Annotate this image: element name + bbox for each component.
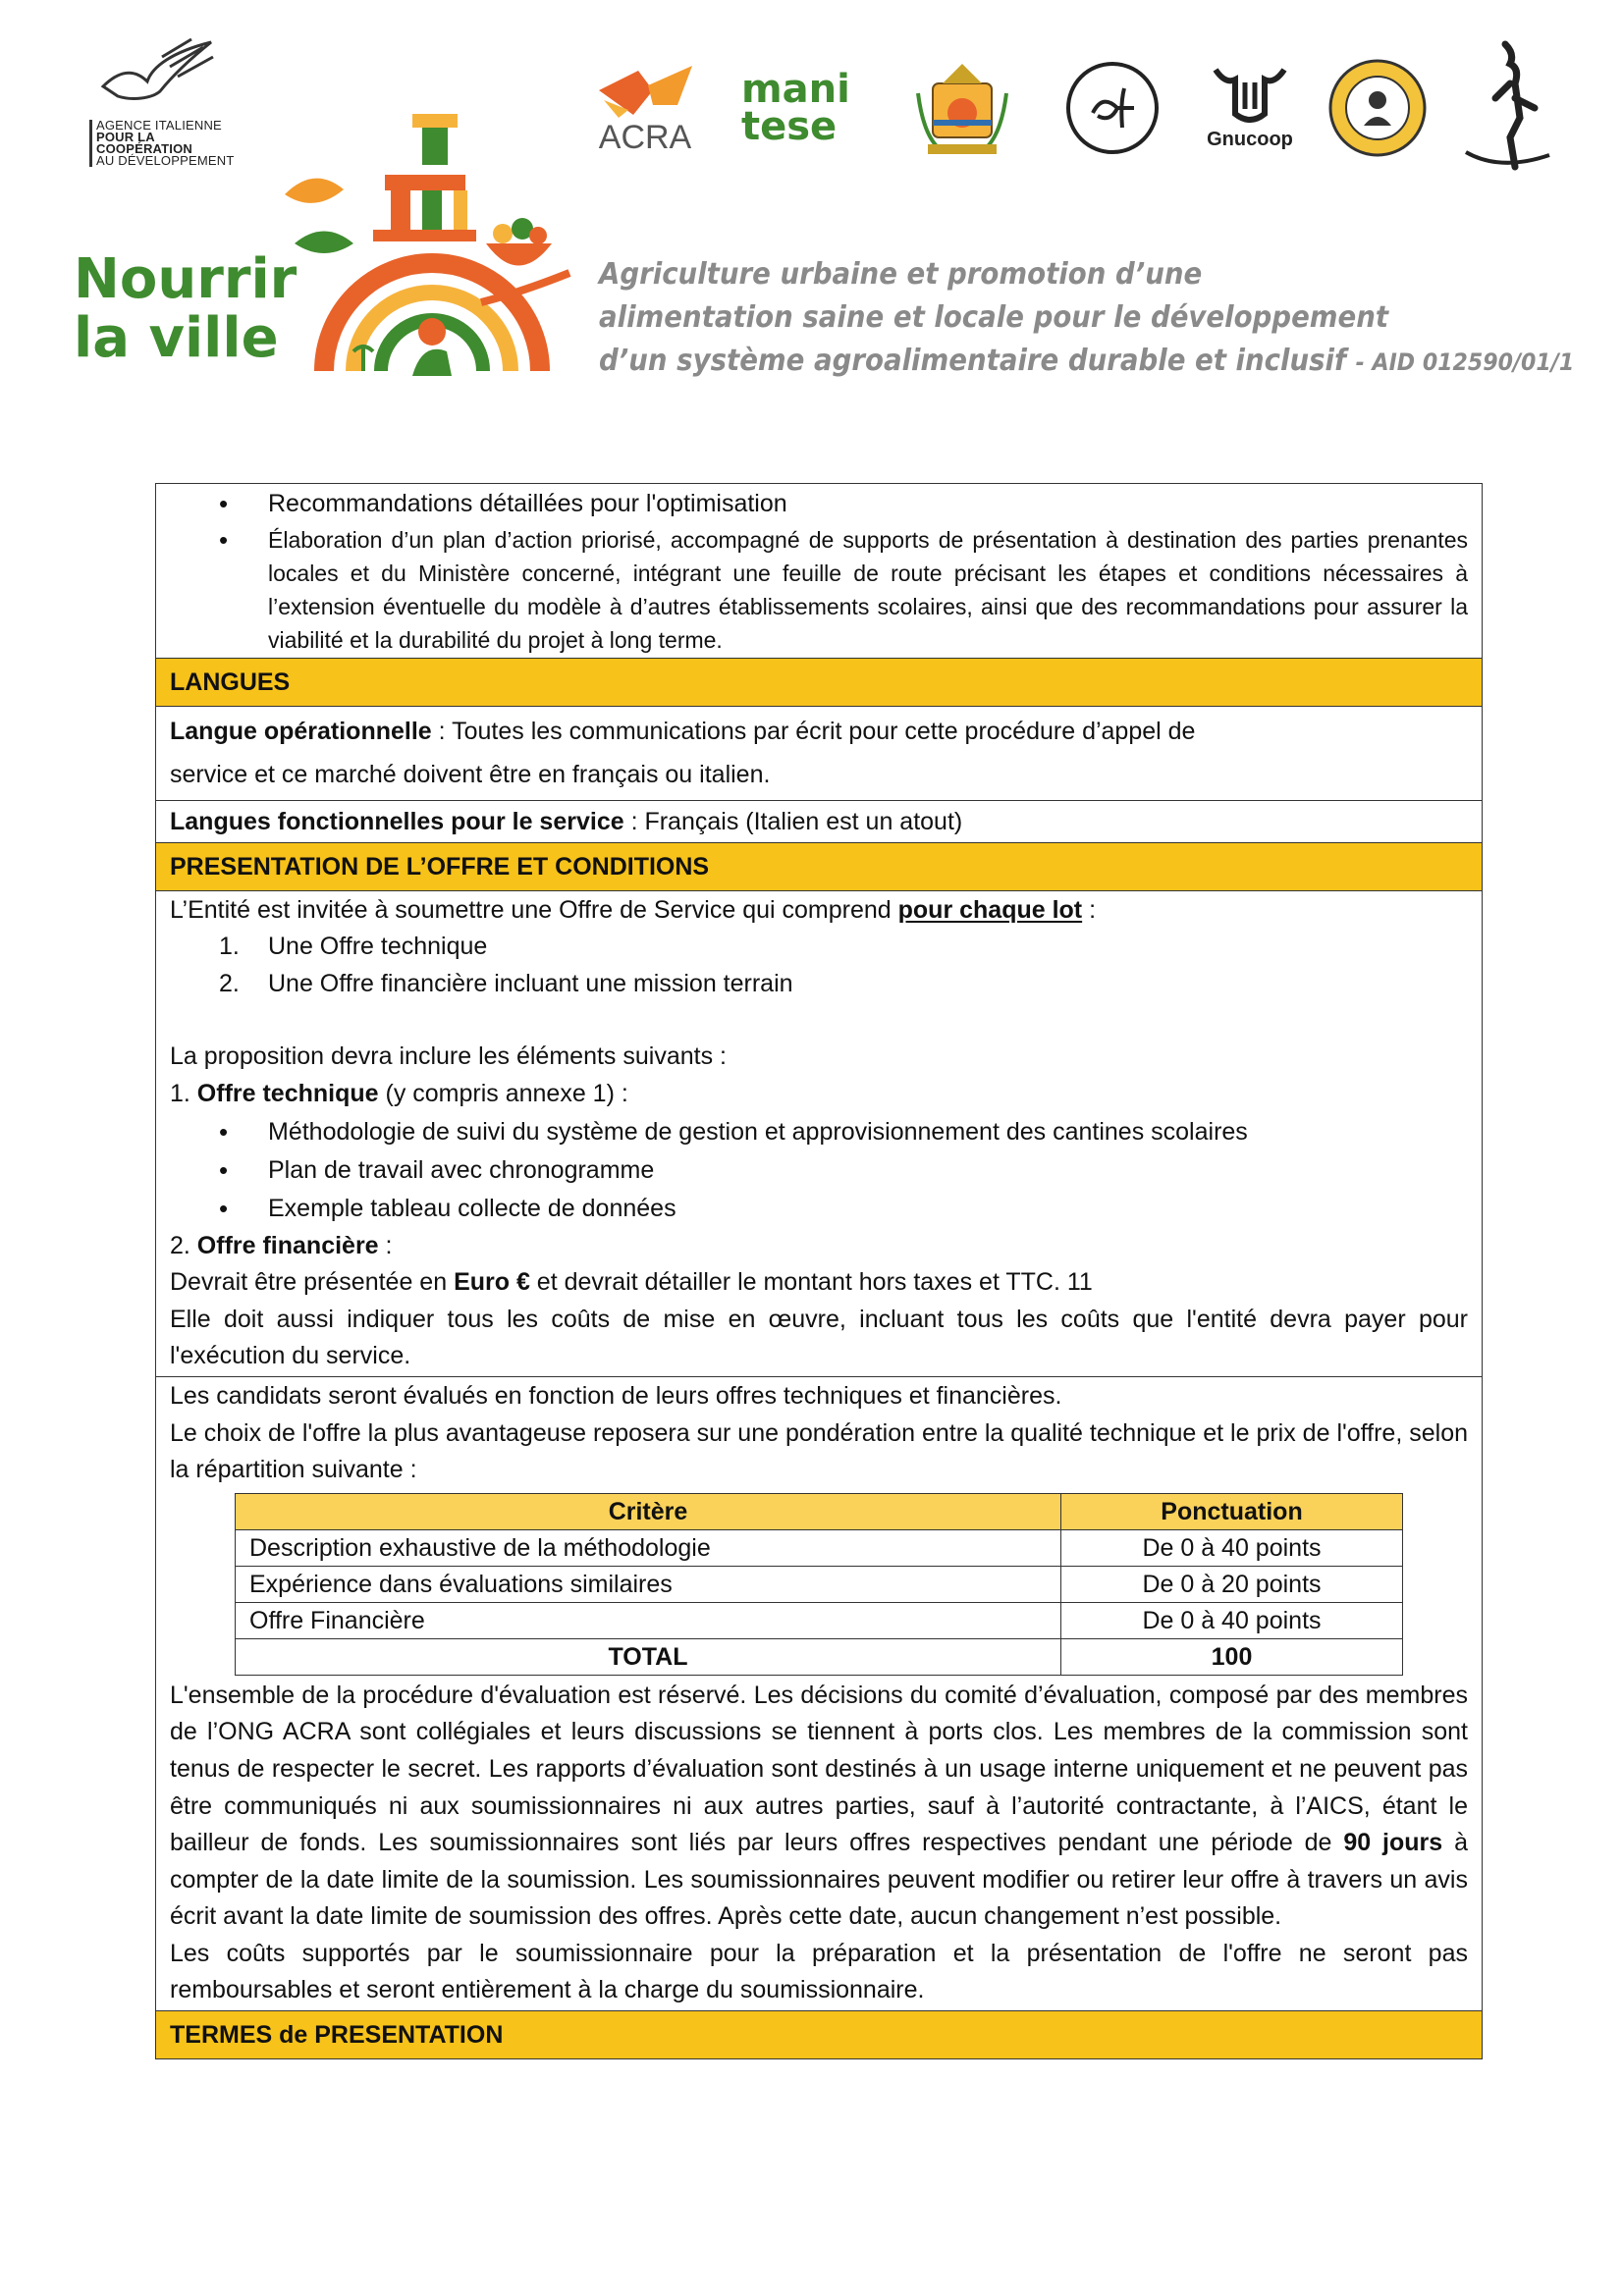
evaluation-cell — [156, 1376, 1482, 2010]
langue-op-text: : Toutes les communications par écrit pour cette procédure d’appel de — [431, 717, 1196, 745]
criteria-total-value: 100 — [1061, 1638, 1403, 1675]
aid-code: - AID 012590/01/1 — [1355, 348, 1575, 376]
offre-financiere-heading — [170, 1228, 1468, 1265]
section-presentation-offre: PRESENTATION DE L’OFFRE ET CONDITIONS — [156, 842, 1482, 890]
offres-list-item — [170, 929, 1468, 966]
langues-fn-label: Langues fonctionnelles pour le service — [170, 807, 624, 835]
langue-op-label: Langue opérationnelle — [170, 717, 432, 745]
criteria-header-critere: Critère — [236, 1493, 1061, 1529]
evaluation-line-2: Le choix de l'offre la plus avantageuse reposera sur une pondération entre la qualité technique et le prix de l'offre, selon la répartition suivante : — [170, 1418, 1468, 1484]
euro-label: Euro € — [454, 1268, 530, 1297]
evaluation-line-1: Les candidats seront évalués en fonction de leurs offres techniques et financières. — [170, 1381, 1062, 1410]
aics-line-2: POUR LA COOPÉRATION — [96, 130, 193, 156]
offres-item-text: Une Offre technique — [268, 933, 488, 961]
table-row — [236, 1529, 1403, 1566]
entite-colon: : — [1082, 895, 1097, 924]
document-table — [155, 483, 1483, 2059]
nourrir-la-ville-title — [74, 247, 298, 370]
langues-fonctionnelles-cell — [156, 800, 1482, 842]
project-tagline — [599, 253, 1575, 384]
langue-operationnelle-cell — [156, 706, 1482, 800]
af-logo — [1058, 54, 1166, 162]
criteria-table — [235, 1493, 1403, 1676]
ke-du-burkina-logo — [1324, 54, 1432, 162]
offres-list-item — [170, 966, 1468, 1003]
offres-list — [170, 929, 1468, 1002]
procedure-pre: L'ensemble de la procédure d'évaluation est réservé. Les décisions du comité d’évaluation, composé par des membres de l’ONG ACRA sont collégiales et leurs discussions se tiennent à ports clos. Les membres de la commission sont tenus de respecter le secret. Les rapports d’évaluation sont destinés à un usage interne uniquement et ne peuvent pas être communiqués ni aux soumissionnaires ni aux autres parties, sauf à l’autorité contractante, à l’AICS, étant le bailleur de fonds. Les soumissionnaires sont liés par leurs offres respectives pendant une période de — [170, 1681, 1468, 1857]
criteria-name: Offre Financière — [236, 1602, 1061, 1638]
procedure-paragraph — [170, 1678, 1468, 1936]
ke-du-burkina-icon — [1326, 57, 1429, 159]
entite-intro — [170, 892, 1468, 930]
criteria-points: De 0 à 40 points — [1061, 1602, 1403, 1638]
criteria-header-row — [236, 1493, 1403, 1529]
nourrir-emblem-icon — [275, 106, 579, 386]
proposition-intro: La proposition devra inclure les éléments suivants : — [170, 1042, 727, 1071]
nourrir-line-1: Nourrir — [74, 247, 298, 311]
euro-line — [170, 1264, 1468, 1302]
offre-details-cell — [156, 890, 1482, 1376]
figure-icon — [1461, 39, 1554, 177]
couts-preparation: Les coûts supportés par le soumissionnaire pour la préparation et la présentation de l'offre ne seront pas remboursables et seront entièrement à la charge du soumissionnaire. — [170, 1939, 1468, 2004]
couts-mise-en-oeuvre: Elle doit aussi indiquer tous les coûts de mise en œuvre, incluant tous les coûts que l'entité devra payer pour l'exécution du service. — [170, 1305, 1468, 1370]
recommendations-cell — [156, 484, 1482, 658]
criteria-total-row — [236, 1638, 1403, 1675]
gnucoop-logo — [1196, 54, 1304, 162]
aics-line-3: AU DÉVELOPPEMENT — [96, 153, 235, 168]
langues-fn-text: : Français (Italien est un atout) — [623, 807, 963, 835]
offre-tech-num: 1. — [170, 1079, 197, 1107]
criteria-points: De 0 à 40 points — [1061, 1529, 1403, 1566]
offre-fin-label: Offre financière — [196, 1231, 379, 1259]
offre-tech-item: • Exemple tableau collecte de données — [170, 1190, 1468, 1228]
offre-tech-item: • Méthodologie de suivi du système de gestion et approvisionnement des cantines scolaires — [170, 1113, 1468, 1151]
bullet-plan-action: • Élaboration d’un plan d’action priorisé, accompagné de supports de présentation à destination des parties prenantes locales et du Ministère concerné, intégrant une feuille de route précisant les étapes et conditions nécessaires à l’extension éventuelle du modèle à d’autres établissements scolaires, ainsi que des recommandations pour assurer la viabilité et la durabilité du projet à long terme. — [170, 523, 1468, 657]
manitese-logo — [741, 54, 874, 162]
gnucoop-mark-icon — [1211, 65, 1289, 129]
acra-text: ACRA — [598, 119, 692, 156]
euro-pre: Devrait être présentée en — [170, 1268, 455, 1297]
tagline-line-2: alimentation saine et locale pour le développement — [599, 300, 1389, 335]
gnucoop-text: Gnucoop — [1207, 129, 1293, 150]
manitese-text-2: tese — [741, 104, 838, 149]
entite-intro-text: L’Entité est invitée à soumettre une Offre de Service qui comprend — [170, 895, 898, 924]
tagline-line-3 — [599, 340, 1575, 384]
nourrir-line-2: la ville — [74, 306, 279, 370]
aics-line-1: AGENCE ITALIENNE — [96, 118, 222, 133]
bullet-recommandations: • Recommandations détaillées pour l'optimisation — [170, 486, 1468, 523]
aics-logo — [83, 37, 250, 168]
table-row — [236, 1602, 1403, 1638]
offres-item-number: 1. — [219, 933, 240, 961]
acra-mark-icon — [594, 61, 697, 120]
criteria-total-label: TOTAL — [236, 1638, 1061, 1675]
offres-item-text: Une Offre financière incluant une mission terrain — [268, 969, 793, 997]
emblem-icon — [908, 54, 1016, 162]
criteria-header-ponctuation: Ponctuation — [1061, 1493, 1403, 1529]
offre-tech-suffix: (y compris annexe 1) : — [378, 1079, 628, 1107]
procedure-90-jours: 90 jours — [1343, 1829, 1443, 1857]
criteria-points: De 0 à 20 points — [1061, 1566, 1403, 1602]
offres-item-number: 2. — [219, 969, 240, 997]
coat-of-arms-logo — [903, 54, 1021, 162]
manitese-text-1: mani — [741, 67, 850, 112]
offre-fin-suffix: : — [378, 1231, 393, 1259]
pour-chaque-lot: pour chaque lot — [897, 895, 1083, 924]
section-termes-presentation: TERMES de PRESENTATION — [156, 2010, 1482, 2058]
criteria-name: Description exhaustive de la méthodologie — [236, 1529, 1061, 1566]
offre-fin-num: 2. — [170, 1231, 197, 1259]
dove-icon — [93, 37, 221, 116]
watinoma-logo — [1458, 54, 1556, 162]
af-circle-icon — [1063, 59, 1162, 157]
offre-technique-heading — [170, 1076, 1468, 1113]
criteria-name: Expérience dans évaluations similaires — [236, 1566, 1061, 1602]
section-langues: LANGUES — [156, 658, 1482, 706]
euro-post: et devrait détailler le montant hors taxes et TTC. 11 — [529, 1268, 1093, 1297]
tagline-line-1: Agriculture urbaine et promotion d’une — [599, 257, 1203, 292]
langue-op-text2: service et ce marché doivent être en français ou italien. — [170, 760, 771, 788]
procedure-post: à compter de la date limite de la soumission. Les soumissionnaires peuvent modifier ou retirer leur offre à travers un avis écrit avant la date limite de soumission des offres. Après cette date, aucun changement n’est possible. — [170, 1829, 1468, 1931]
acra-logo — [591, 54, 699, 162]
table-row — [236, 1566, 1403, 1602]
tagline-line-3-text: d’un système agroalimentaire durable et inclusif — [599, 344, 1347, 378]
offre-tech-item: • Plan de travail avec chronogramme — [170, 1151, 1468, 1190]
offre-tech-label: Offre technique — [196, 1079, 379, 1107]
